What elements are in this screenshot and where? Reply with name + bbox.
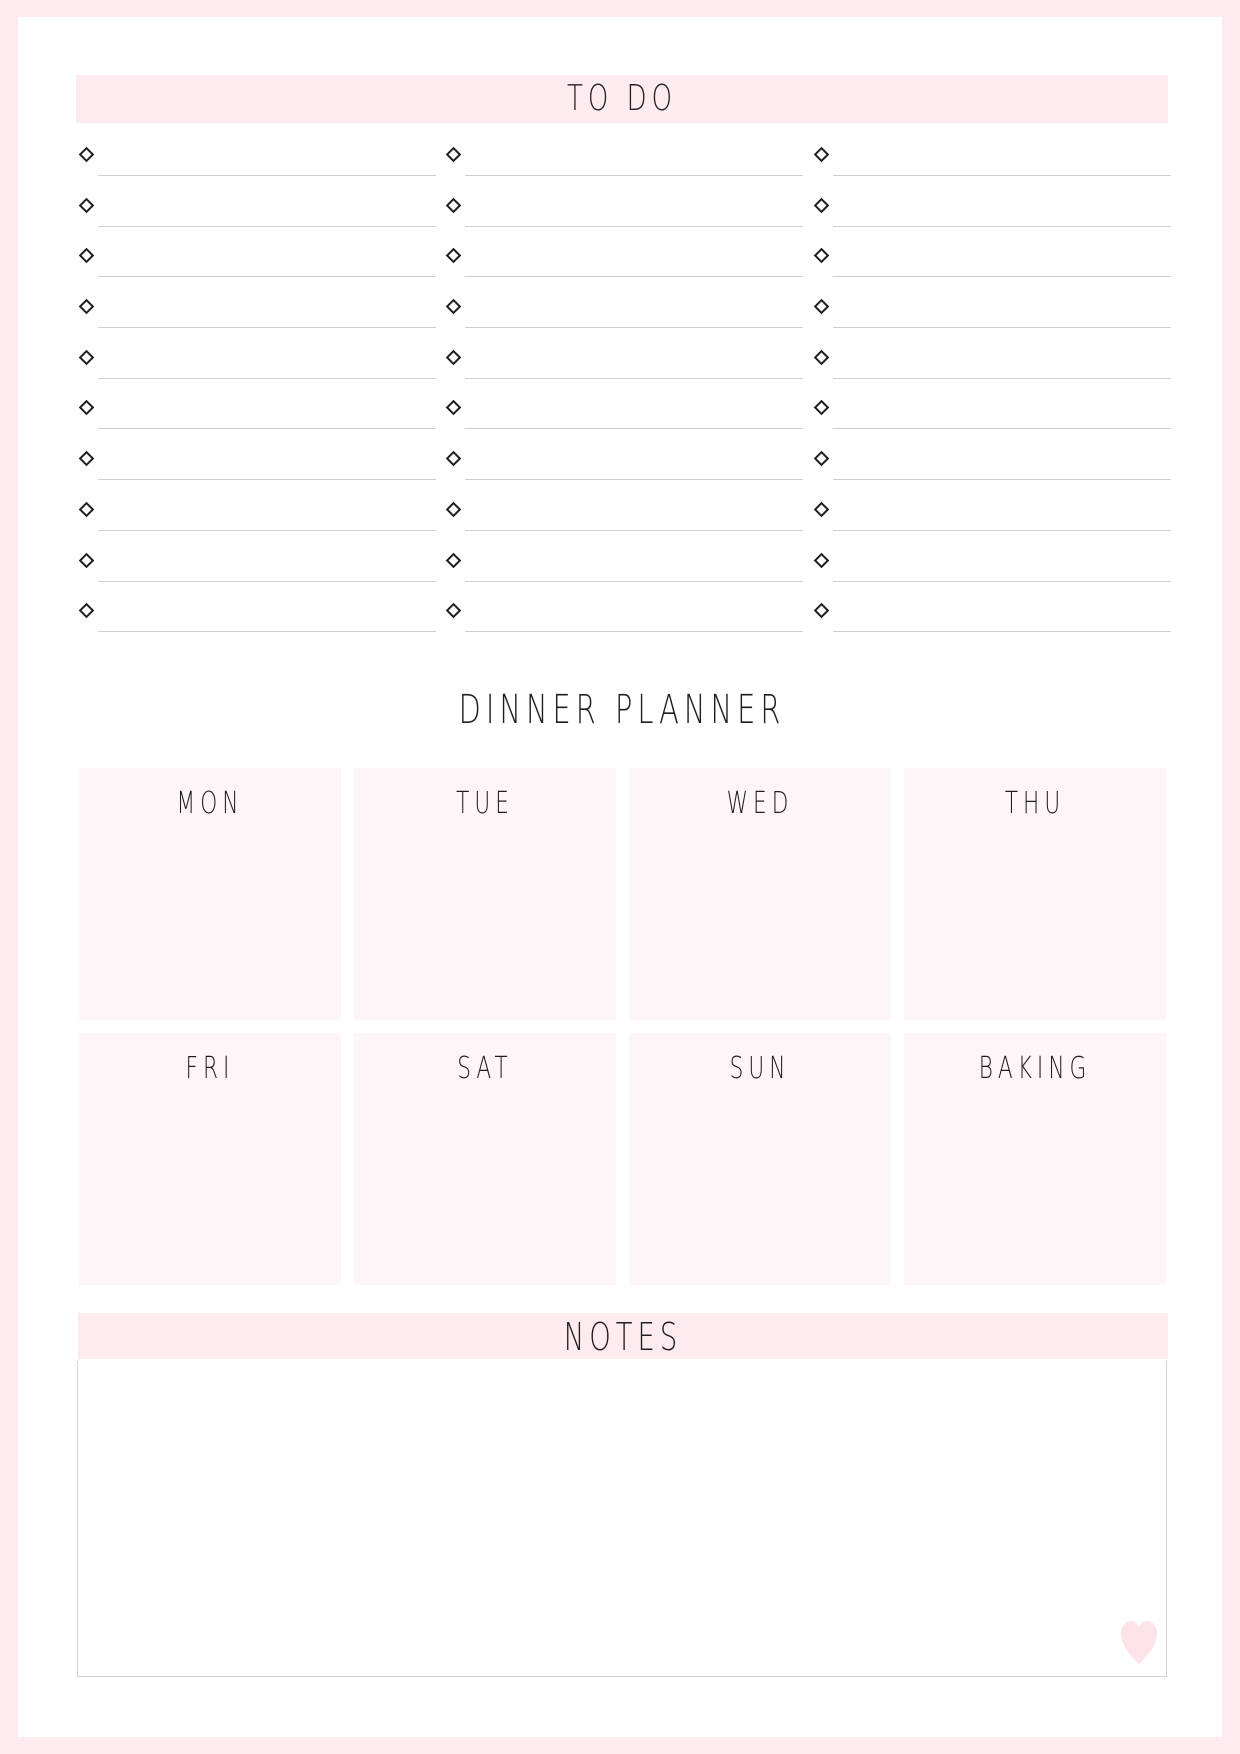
todo-item[interactable]: [443, 494, 803, 545]
todo-item[interactable]: [811, 545, 1171, 596]
todo-line[interactable]: [833, 276, 1171, 277]
day-label: MON: [176, 786, 244, 821]
todo-item[interactable]: [811, 595, 1171, 646]
todo-line[interactable]: [465, 428, 803, 429]
diamond-bullet-icon[interactable]: [814, 552, 830, 568]
diamond-bullet-icon[interactable]: [446, 299, 462, 315]
todo-item[interactable]: [811, 240, 1171, 291]
diamond-bullet-icon[interactable]: [446, 603, 462, 619]
todo-item[interactable]: [443, 342, 803, 393]
todo-item[interactable]: [76, 392, 436, 443]
day-card-sat[interactable]: [354, 1033, 616, 1285]
todo-line[interactable]: [833, 479, 1171, 480]
todo-line[interactable]: [98, 530, 436, 531]
todo-line[interactable]: [833, 226, 1171, 227]
todo-item[interactable]: [443, 545, 803, 596]
todo-item[interactable]: [443, 595, 803, 646]
diamond-bullet-icon[interactable]: [79, 552, 95, 568]
todo-title: TO DO: [566, 78, 678, 119]
todo-item[interactable]: [443, 443, 803, 494]
diamond-bullet-icon[interactable]: [446, 400, 462, 416]
diamond-bullet-icon[interactable]: [446, 451, 462, 467]
todo-line[interactable]: [98, 327, 436, 328]
diamond-bullet-icon[interactable]: [814, 400, 830, 416]
todo-item[interactable]: [76, 494, 436, 545]
todo-item[interactable]: [76, 443, 436, 494]
todo-column: [811, 139, 1171, 646]
todo-line[interactable]: [833, 530, 1171, 531]
day-label: WED: [726, 786, 794, 821]
todo-line[interactable]: [465, 378, 803, 379]
todo-line[interactable]: [98, 226, 436, 227]
todo-line[interactable]: [465, 581, 803, 582]
day-card-thu[interactable]: [904, 768, 1166, 1020]
todo-item[interactable]: [76, 595, 436, 646]
todo-item[interactable]: [76, 190, 436, 241]
diamond-bullet-icon[interactable]: [814, 603, 830, 619]
todo-line[interactable]: [98, 631, 436, 632]
diamond-bullet-icon[interactable]: [79, 400, 95, 416]
todo-item[interactable]: [811, 190, 1171, 241]
notes-header: [78, 1313, 1168, 1359]
todo-column: [443, 139, 803, 646]
todo-line[interactable]: [465, 479, 803, 480]
day-label: FRI: [185, 1051, 235, 1086]
todo-item[interactable]: [443, 240, 803, 291]
day-label: THU: [1004, 786, 1066, 821]
diamond-bullet-icon[interactable]: [446, 349, 462, 365]
todo-item[interactable]: [76, 240, 436, 291]
diamond-bullet-icon[interactable]: [79, 603, 95, 619]
todo-item[interactable]: [76, 291, 436, 342]
diamond-bullet-icon[interactable]: [79, 197, 95, 213]
todo-line[interactable]: [833, 428, 1171, 429]
todo-item[interactable]: [811, 291, 1171, 342]
day-card-sun[interactable]: [629, 1033, 891, 1285]
notes-title: NOTES: [563, 1315, 683, 1359]
diamond-bullet-icon[interactable]: [814, 147, 830, 163]
todo-line[interactable]: [98, 581, 436, 582]
todo-line[interactable]: [465, 276, 803, 277]
todo-item[interactable]: [443, 291, 803, 342]
diamond-bullet-icon[interactable]: [446, 502, 462, 518]
todo-line[interactable]: [833, 581, 1171, 582]
diamond-bullet-icon[interactable]: [446, 248, 462, 264]
diamond-bullet-icon[interactable]: [814, 502, 830, 518]
diamond-bullet-icon[interactable]: [814, 451, 830, 467]
todo-line[interactable]: [98, 175, 436, 176]
diamond-bullet-icon[interactable]: [446, 147, 462, 163]
diamond-bullet-icon[interactable]: [814, 248, 830, 264]
day-label: TUE: [456, 786, 514, 821]
todo-line[interactable]: [833, 631, 1171, 632]
day-card-wed[interactable]: [629, 768, 891, 1020]
diamond-bullet-icon[interactable]: [446, 197, 462, 213]
todo-item[interactable]: [811, 443, 1171, 494]
todo-item[interactable]: [443, 190, 803, 241]
todo-item[interactable]: [443, 139, 803, 190]
todo-line[interactable]: [833, 378, 1171, 379]
todo-item[interactable]: [443, 392, 803, 443]
todo-line[interactable]: [98, 276, 436, 277]
todo-line[interactable]: [833, 327, 1171, 328]
diamond-bullet-icon[interactable]: [446, 552, 462, 568]
todo-column: [76, 139, 436, 646]
day-card-fri[interactable]: [79, 1033, 341, 1285]
todo-item[interactable]: [76, 139, 436, 190]
diamond-bullet-icon[interactable]: [79, 349, 95, 365]
todo-line[interactable]: [465, 226, 803, 227]
todo-line[interactable]: [98, 428, 436, 429]
heart-icon: [1120, 1620, 1158, 1666]
diamond-bullet-icon[interactable]: [814, 197, 830, 213]
todo-item[interactable]: [811, 139, 1171, 190]
day-card-tue[interactable]: [354, 768, 616, 1020]
todo-line[interactable]: [465, 327, 803, 328]
day-label: BAKING: [978, 1051, 1092, 1086]
todo-header: [76, 75, 1168, 123]
todo-item[interactable]: [811, 392, 1171, 443]
todo-line[interactable]: [98, 378, 436, 379]
todo-item[interactable]: [76, 342, 436, 393]
planner-page: [18, 17, 1222, 1737]
diamond-bullet-icon[interactable]: [79, 248, 95, 264]
day-label: SUN: [729, 1051, 791, 1086]
todo-item[interactable]: [811, 494, 1171, 545]
todo-item[interactable]: [76, 545, 436, 596]
todo-line[interactable]: [465, 631, 803, 632]
todo-line[interactable]: [465, 175, 803, 176]
dinner-planner-title: DINNER PLANNER: [458, 687, 786, 733]
diamond-bullet-icon[interactable]: [814, 299, 830, 315]
diamond-bullet-icon[interactable]: [814, 349, 830, 365]
diamond-bullet-icon[interactable]: [79, 502, 95, 518]
diamond-bullet-icon[interactable]: [79, 147, 95, 163]
day-card-baking[interactable]: [904, 1033, 1166, 1285]
todo-item[interactable]: [811, 342, 1171, 393]
notes-area[interactable]: [77, 1361, 1167, 1677]
todo-line[interactable]: [465, 530, 803, 531]
day-card-mon[interactable]: [79, 768, 341, 1020]
todo-line[interactable]: [833, 175, 1171, 176]
todo-line[interactable]: [98, 479, 436, 480]
diamond-bullet-icon[interactable]: [79, 299, 95, 315]
diamond-bullet-icon[interactable]: [79, 451, 95, 467]
day-label: SAT: [457, 1051, 513, 1086]
